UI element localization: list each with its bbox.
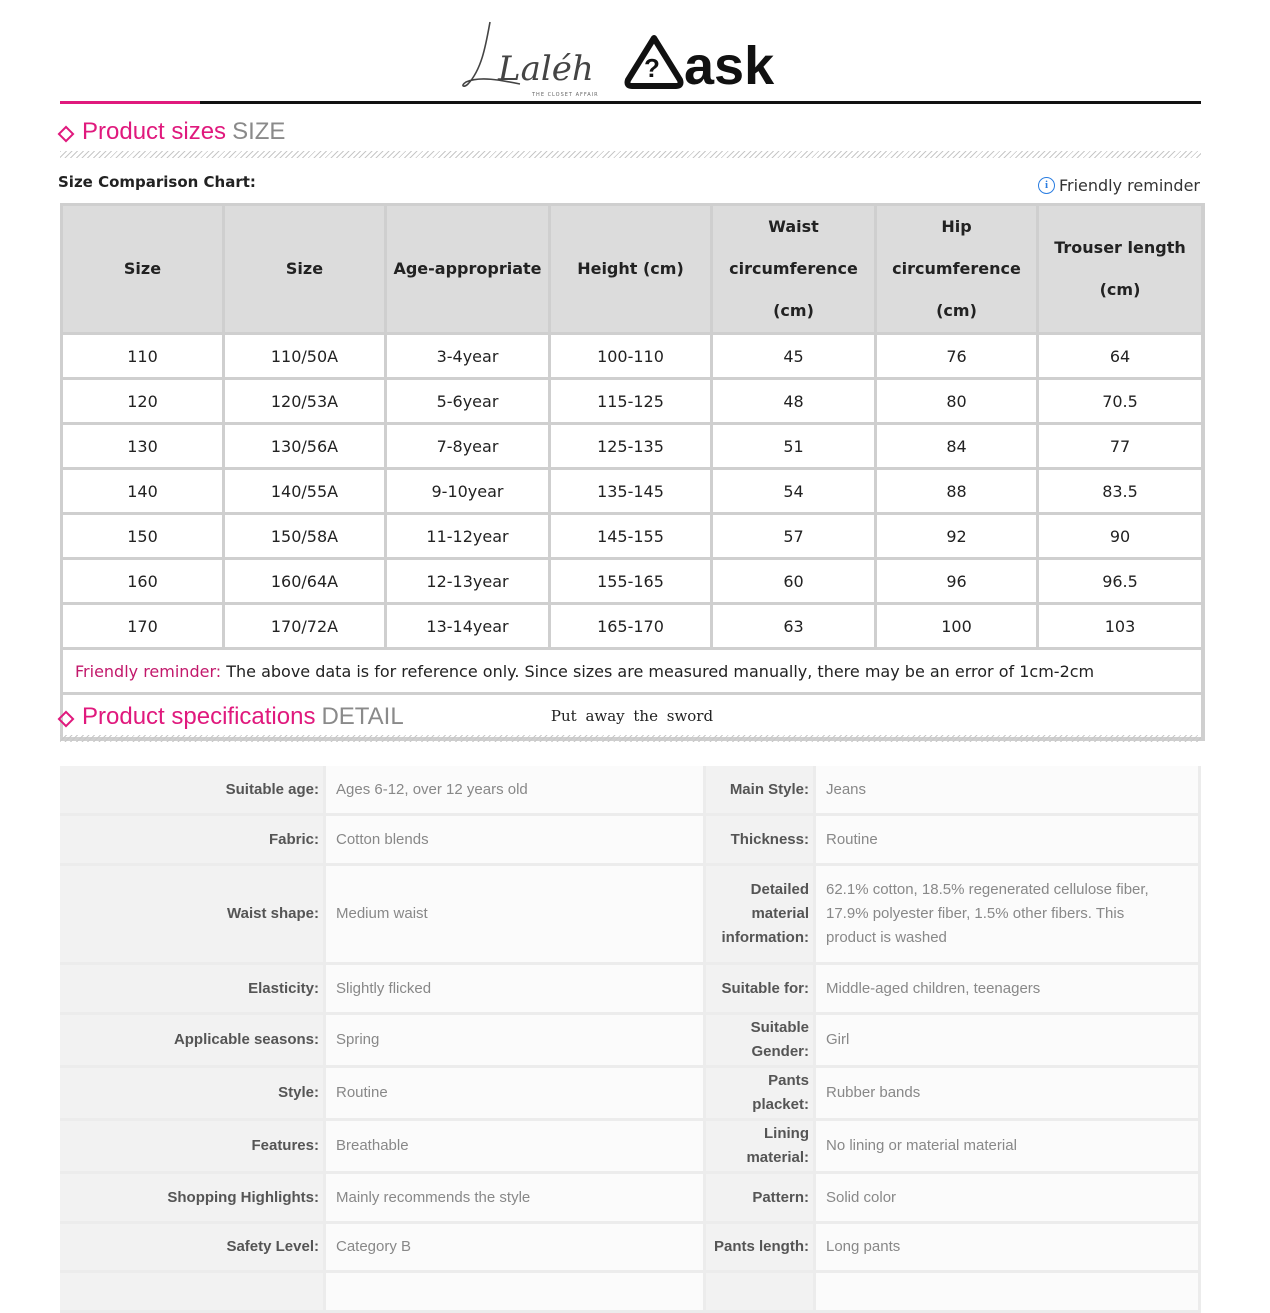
spec-text: Pattern: [752,1188,809,1206]
column-header-text: (cm) [936,301,977,320]
spec-text: Middle-aged children, teenagers [826,979,1041,997]
spec-value [813,1174,1201,1224]
spec-text: Features: [251,1137,319,1154]
spec-text: Routine [826,830,878,848]
reminder-link-label: Friendly reminder [1058,176,1200,195]
spec-text: 62.1% cotton, 18.5% regenerated cellulose fiber, [826,881,1149,898]
table-cell: 140/55A [224,469,386,514]
table-cell: 51 [712,424,876,469]
table-cell: 92 [876,514,1038,559]
table-row [62,514,1203,559]
table-cell: 130 [62,424,224,469]
spec-value [813,1224,1201,1273]
table-cell: 80 [876,379,1038,424]
column-header-text: Size [285,259,324,278]
ask-logo [622,34,812,96]
spec-row [60,1068,1201,1121]
spec-text: Girl [826,1031,850,1048]
spec-text: Breathable [336,1137,409,1154]
ask-logo-text: ask [684,36,775,96]
table-cell: 160/64A [224,559,386,604]
column-header-text: Height (cm) [577,259,684,278]
table-cell: 77 [1038,424,1203,469]
column-header-text: circumference (cm) [729,259,858,320]
laleh-logo-text: Laléh [498,49,594,89]
table-cell: 96 [876,559,1038,604]
spec-label [706,1174,813,1224]
spec-text: Category B [336,1238,412,1255]
spec-text: Gender: [751,1043,809,1060]
spec-label [60,1015,323,1068]
table-cell: 64 [1038,334,1203,379]
column-header-text: Size [123,259,162,278]
table-cell: 13-14year [386,604,550,649]
spec-value [323,1273,706,1313]
spec-value [323,866,706,965]
reminder-note [62,649,1203,694]
column-header-text: Hip circumference [892,217,1021,278]
table-cell: 135-145 [550,469,712,514]
spec-value [813,866,1201,965]
table-cell: 145-155 [550,514,712,559]
table-cell: 125-135 [550,424,712,469]
diamond-icon [58,711,75,728]
spec-value [323,766,706,816]
detail-title: Product specifications [82,703,316,730]
column-header [1038,205,1203,334]
table-cell: 48 [712,379,876,424]
spec-text: Medium waist [336,905,428,922]
spec-value [813,766,1201,816]
reminder-note-text: The above data is for reference only. Since sizes are measured manually, there may be an error of 1cm-2cm [221,661,1095,681]
spec-text: Style: [278,1084,319,1101]
column-header [386,205,550,334]
spec-label [706,866,813,965]
spec-text: Suitable age: [225,780,319,798]
detail-subtitle: DETAIL [321,703,404,730]
table-cell: 120/53A [224,379,386,424]
spec-value [813,1121,1201,1174]
spec-value [323,1121,706,1174]
header-divider [60,101,1201,104]
spec-label [60,1121,323,1174]
spec-row [60,766,1201,816]
spec-label [60,816,323,866]
spec-text: Ages 6-12, over 12 years old [336,780,528,798]
column-header [224,205,386,334]
spec-label [60,1224,323,1273]
column-header-text: Trouser length (cm) [1054,238,1186,299]
brand-header [0,10,1270,100]
table-cell: 3-4year [386,334,550,379]
friendly-reminder-link[interactable] [1038,176,1200,195]
spec-value [323,1015,706,1068]
spec-text: Jeans [826,780,867,798]
spec-value [813,965,1201,1015]
laleh-tagline: THE CLOSET AFFAIR [532,92,599,98]
table-cell: 12-13year [386,559,550,604]
spec-table [60,766,1201,1313]
spec-label [706,965,813,1015]
spec-text: No lining or material material [826,1137,1017,1154]
hatch-divider [60,735,1201,742]
spec-text: Cotton blends [336,830,429,848]
spec-text: Mainly recommends the style [336,1188,531,1206]
spec-text: Rubber bands [826,1084,921,1101]
table-row [62,334,1203,379]
spec-text: Solid color [826,1188,897,1206]
spec-row [60,866,1201,965]
spec-label [706,816,813,866]
table-row [62,469,1203,514]
closing-text: Put away the sword [62,694,1203,739]
spec-label [60,1273,323,1313]
spec-row [60,965,1201,1015]
size-subtitle: SIZE [232,118,286,145]
table-cell: 9-10year [386,469,550,514]
spec-value [323,965,706,1015]
spec-text: Main Style: [729,780,809,798]
column-header [62,205,224,334]
column-header-text: Age-appropriate [393,259,542,278]
spec-text: Suitable for: [721,979,809,997]
info-icon: i [1038,177,1055,194]
table-row [62,604,1203,649]
table-cell: 140 [62,469,224,514]
spec-text: information: [721,929,809,946]
size-section-title [60,118,1201,152]
column-header [550,205,712,334]
spec-text: Shopping Highlights: [167,1188,319,1206]
spec-value [813,816,1201,866]
table-cell: 7-8year [386,424,550,469]
table-cell: 83.5 [1038,469,1203,514]
spec-text: material: [746,1149,809,1166]
table-cell: 170/72A [224,604,386,649]
laleh-logo [460,14,620,100]
table-cell: 130/56A [224,424,386,469]
spec-text: Detailed [750,881,809,898]
table-cell: 54 [712,469,876,514]
table-cell: 103 [1038,604,1203,649]
spec-label [706,766,813,816]
table-row [62,379,1203,424]
spec-row [60,1174,1201,1224]
spec-value [323,816,706,866]
spec-row [60,816,1201,866]
table-header-row [62,205,1203,334]
table-cell: 96.5 [1038,559,1203,604]
table-cell: 170 [62,604,224,649]
spec-value [323,1224,706,1273]
table-row [62,424,1203,469]
chart-label: Size Comparison Chart: [58,173,256,191]
table-cell: 57 [712,514,876,559]
spec-text: Safety Level: [226,1238,319,1255]
table-cell: 150/58A [224,514,386,559]
table-cell: 100-110 [550,334,712,379]
column-header [712,205,876,334]
spec-text: Lining [764,1125,809,1142]
spec-value [813,1068,1201,1121]
table-cell: 11-12year [386,514,550,559]
spec-label [706,1273,813,1313]
spec-text: Fabric: [268,830,319,848]
spec-label [60,1174,323,1224]
spec-text: Pants length: [713,1238,809,1255]
table-cell: 155-165 [550,559,712,604]
table-cell: 110 [62,334,224,379]
spec-value [813,1273,1201,1313]
table-row [62,559,1203,604]
spec-row [60,1273,1201,1313]
svg-text:?: ? [644,53,660,83]
column-header-text: Waist [768,217,819,236]
table-cell: 110/50A [224,334,386,379]
spec-text: Slightly flicked [336,979,432,997]
reminder-note-label: Friendly reminder: [75,661,222,681]
spec-label [60,866,323,965]
spec-label [706,1068,813,1121]
spec-text: Elasticity: [248,979,319,997]
table-cell: 115-125 [550,379,712,424]
size-comparison-table [60,203,1205,741]
table-cell: 70.5 [1038,379,1203,424]
spec-text: Suitable [750,1019,809,1036]
table-cell: 63 [712,604,876,649]
table-cell: 100 [876,604,1038,649]
detail-section-title [60,703,1201,737]
spec-value [323,1174,706,1224]
spec-label [706,1224,813,1273]
spec-text: placket: [752,1096,809,1113]
spec-label [60,965,323,1015]
reminder-row [62,649,1203,694]
spec-text: Applicable seasons: [173,1031,319,1048]
spec-text: Long pants [826,1238,901,1255]
spec-text: Spring [336,1031,380,1048]
spec-label [706,1015,813,1068]
table-cell: 76 [876,334,1038,379]
table-cell: 120 [62,379,224,424]
diamond-icon [58,126,75,143]
spec-panel [60,766,1201,1270]
column-header [876,205,1038,334]
spec-text: 17.9% polyester fiber, 1.5% other fibers. This [826,905,1125,922]
spec-text: Waist shape: [227,905,319,922]
spec-text: product is washed [826,929,947,946]
table-cell: 60 [712,559,876,604]
table-cell: 84 [876,424,1038,469]
hatch-divider [60,151,1201,158]
spec-row [60,1121,1201,1174]
table-cell: 90 [1038,514,1203,559]
spec-text: Routine [336,1084,388,1101]
table-cell: 88 [876,469,1038,514]
table-cell: 5-6year [386,379,550,424]
spec-row [60,1224,1201,1273]
spec-label [706,1121,813,1174]
table-cell: 160 [62,559,224,604]
table-cell: 150 [62,514,224,559]
spec-row [60,1015,1201,1068]
size-title: Product sizes [82,118,227,145]
spec-label [60,1068,323,1121]
spec-value [813,1015,1201,1068]
spec-text: Pants [768,1072,809,1089]
spec-value [323,1068,706,1121]
spec-label [60,766,323,816]
spec-text: Thickness: [730,830,809,848]
spec-text: material [751,905,809,922]
table-cell: 165-170 [550,604,712,649]
table-cell: 45 [712,334,876,379]
